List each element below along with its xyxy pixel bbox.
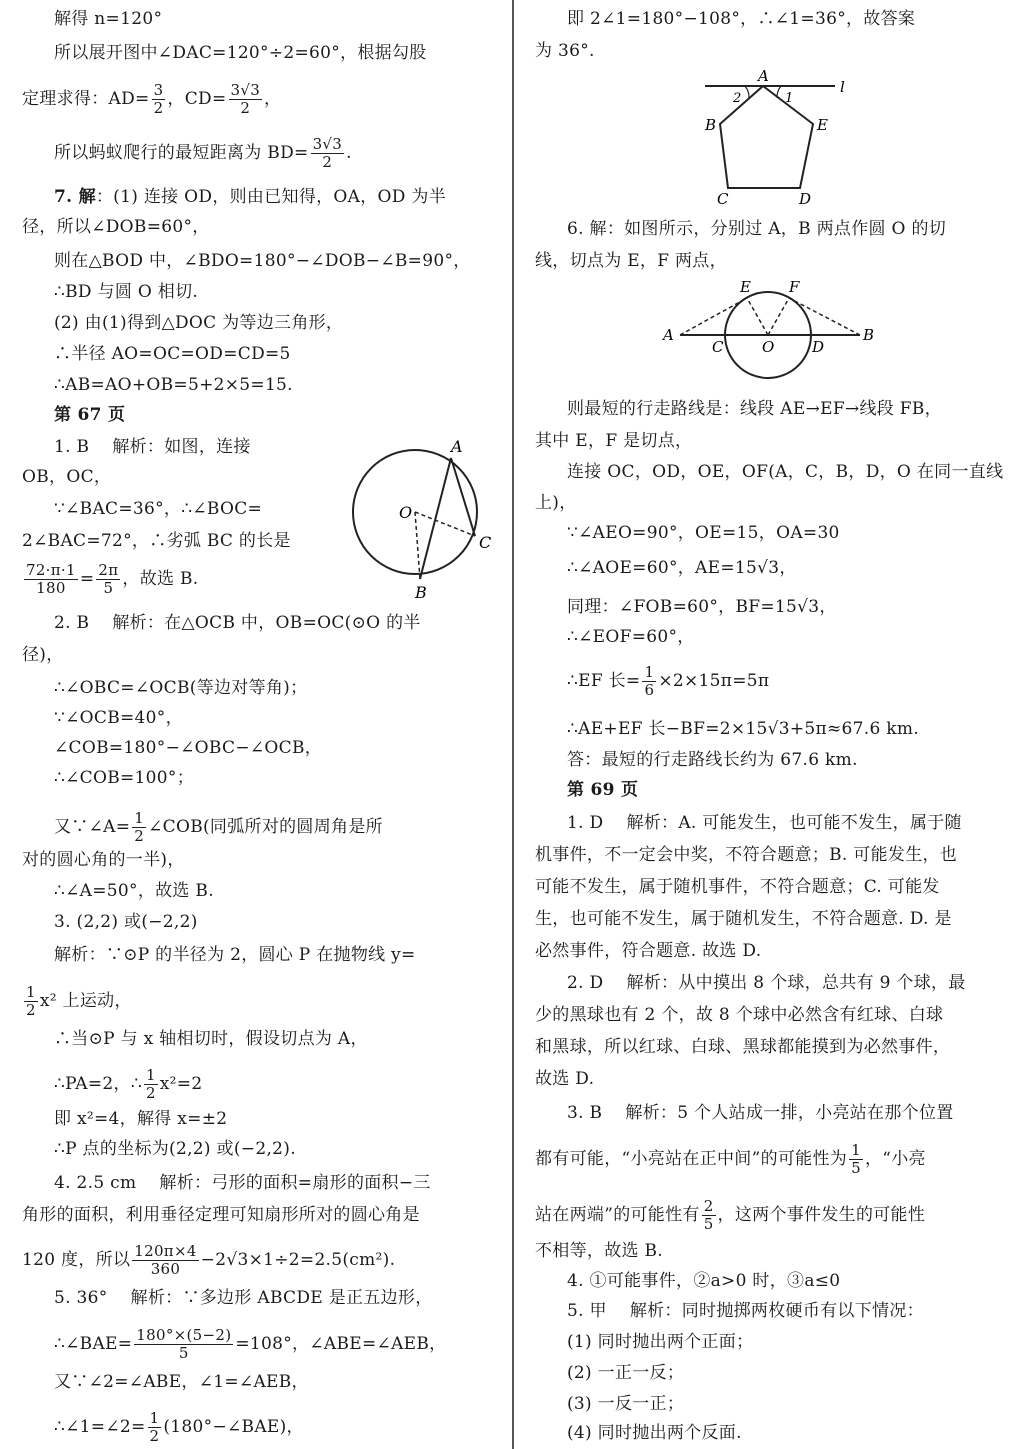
numerator: 2 (703, 1197, 714, 1215)
text: ∴∠1=∠2= (54, 1417, 146, 1437)
text-line: ∴AB=AO+OB=5+2×5=15. (54, 375, 293, 395)
text: x²=2 (159, 1074, 203, 1094)
fraction (24, 562, 78, 597)
text-line: 6. 解：如图所示，分别过 A，B 两点作圆 O 的切 (567, 219, 947, 239)
text-line: (2) 由(1)得到△DOC 为等边三角形， (54, 313, 344, 333)
problem-number: 7. 解 (54, 187, 96, 207)
text-line: 3. (2,2) 或(−2,2) (54, 912, 198, 932)
text-line: 5. 36° 解析：∵多边形 ABCDE 是正五边形， (54, 1288, 433, 1308)
label-a: A (663, 326, 674, 344)
denominator: 2 (240, 99, 251, 117)
fraction (229, 82, 263, 117)
label-c: C (479, 533, 492, 552)
numerator: 3√3 (230, 81, 261, 99)
text-line: (2) 一正一反； (567, 1363, 685, 1383)
text-line: 则最短的行走路线是：线段 AE→EF→线段 FB， (567, 399, 942, 419)
text: ，“小亮 (864, 1149, 926, 1169)
text-line: (1) 同时抛出两个正面； (567, 1332, 754, 1352)
formula-line (22, 984, 132, 1019)
label-d: D (799, 190, 812, 208)
label-f: F (789, 278, 800, 296)
fraction (132, 1243, 198, 1278)
chord-ac (451, 458, 475, 536)
text-line: ∴P 点的坐标为(2,2) 或(−2,2). (54, 1139, 296, 1159)
denominator: 2 (149, 1427, 160, 1445)
text: ：(1) 连接 OD，则由已知得，OA，OD 为半 (95, 187, 447, 207)
text-line: ∴半径 AO=OC=OD=CD=5 (54, 344, 291, 364)
angle-1-arc (777, 86, 781, 98)
denominator: 2 (322, 153, 333, 171)
text: 所以蚂蚁爬行的最短距离为 BD= (54, 143, 309, 163)
denominator: 5 (703, 1215, 714, 1233)
fraction (96, 562, 120, 597)
text: ×2×15π=5π (658, 671, 770, 691)
formula-line (54, 1067, 202, 1102)
formula-line (54, 1327, 446, 1362)
text-line: 1. D 解析：A. 可能发生，也可能不发生，属于随 (567, 813, 962, 833)
text-line: 径)， (22, 645, 64, 665)
text-line: (3) 一反一正； (567, 1394, 685, 1414)
text-line: 为 36°. (535, 41, 595, 61)
text-line: ∵∠BAC=36°，∴∠BOC= (54, 499, 263, 519)
text-line: ∴当⊙P 与 x 轴相切时，假设切点为 A， (54, 1029, 368, 1049)
fraction (148, 1410, 162, 1445)
text-line: 即 x²=4，解得 x=±2 (54, 1109, 228, 1129)
numerator: 72·π·1 (26, 561, 76, 579)
text-line (54, 186, 446, 208)
numerator: 180°×(5−2) (136, 1326, 232, 1344)
text-line: 3. B 解析：5 个人站成一排，小亮站在那个位置 (567, 1103, 954, 1123)
text: ∴∠BAE= (54, 1334, 133, 1354)
formula-line (22, 562, 199, 597)
text-line: 角形的面积，利用垂径定理可知扇形所对的圆心角是 (22, 1205, 420, 1225)
page-heading: 第 69 页 (567, 780, 639, 800)
formula-line (567, 664, 769, 699)
label-o: O (762, 338, 775, 356)
radius-ob (415, 512, 420, 579)
denominator: 2 (26, 1001, 36, 1019)
text: ∴PA=2，∴ (54, 1074, 142, 1094)
label-d: D (812, 338, 825, 356)
denominator: 2 (145, 1084, 156, 1102)
text-line: ∴∠COB=100°； (54, 768, 194, 788)
text-line: 线，切点为 E，F 两点， (535, 251, 727, 271)
text-line: 连接 OC，OD，OE，OF(A，C，B，D，O 在同一直线 (567, 462, 1004, 482)
text-line: 可能不发生，属于随机事件，不符合题意；C. 可能发 (535, 877, 940, 897)
text: ，这两个事件发生的可能性 (717, 1205, 926, 1225)
label-e: E (817, 116, 828, 134)
numerator: 1 (851, 1141, 861, 1159)
fraction (642, 664, 656, 699)
text-line: 2. D 解析：从中摸出 8 个球，总共有 9 个球，最 (567, 973, 966, 993)
label-e: E (740, 278, 751, 296)
numerator: 1 (149, 1409, 160, 1427)
text: ∠COB(同弧所对的圆周角是所 (148, 817, 383, 837)
text-line: ∴∠A=50°，故选 B. (54, 881, 214, 901)
text-line: 生，也可能不发生，属于随机发生，不符合题意. D. 是 (535, 909, 952, 929)
circle-figure (347, 432, 497, 612)
text-line: 2∠BAC=72°，∴劣弧 BC 的长是 (22, 531, 291, 551)
text: =108°，∠ABE=∠AEB， (235, 1334, 447, 1354)
text-line: ∵∠OCB=40°， (54, 708, 183, 728)
text: 都有可能，“小亮站在正中间”的可能性为 (535, 1149, 848, 1169)
numerator: 1 (26, 983, 36, 1001)
text: 站在两端”的可能性有 (535, 1205, 700, 1225)
text-line: ∵∠AEO=90°，OE=15，OA=30 (567, 523, 840, 543)
text: ，CD= (167, 89, 227, 109)
text-line: 4. ①可能事件，②a>0 时，③a≤0 (567, 1271, 841, 1291)
text-line: 同理：∠FOB=60°，BF=15√3， (567, 597, 837, 617)
numerator: 2π (98, 561, 119, 579)
text-line: ∴∠AOE=60°，AE=15√3， (567, 558, 797, 578)
fraction (144, 1067, 158, 1102)
formula-line (22, 82, 281, 117)
pentagon-figure (695, 66, 855, 208)
text-line: 必然事件，符合题意. 故选 D. (535, 941, 762, 961)
text: 定理求得：AD= (22, 89, 150, 109)
text-line: 故选 D. (535, 1069, 595, 1089)
numerator: 1 (644, 663, 655, 681)
text-line: 解得 n=120° (54, 9, 163, 29)
text-line: OB，OC， (22, 467, 112, 487)
formula-line (535, 1142, 926, 1177)
fraction (24, 984, 38, 1019)
label-angle-1: 1 (785, 91, 794, 106)
text-line: 则在△BOD 中，∠BDO=180°−∠DOB−∠B=90°， (54, 251, 471, 271)
tangent-bf (789, 298, 860, 335)
text-line: 答：最短的行走路线长约为 67.6 km. (567, 750, 858, 770)
text-line: 4. 2.5 cm 解析：弓形的面积=扇形的面积−三 (54, 1173, 431, 1193)
numerator: 3 (153, 81, 164, 99)
fraction (132, 810, 146, 845)
denominator: 5 (851, 1159, 861, 1177)
text-line: 径，所以∠DOB=60°， (22, 217, 210, 237)
text-line: 即 2∠1=180°−108°，∴∠1=36°，故答案 (567, 9, 916, 29)
fraction (311, 136, 345, 171)
text: ， (264, 89, 282, 109)
denominator: 5 (178, 1344, 189, 1362)
text-line: 对的圆心角的一半)， (22, 850, 185, 870)
radius-of (768, 298, 789, 335)
chord-ab (420, 458, 451, 579)
text-line: 少的黑球也有 2 个，故 8 个球中必然含有红球、白球 (535, 1005, 944, 1025)
label-angle-2: 2 (733, 91, 742, 106)
text: (180°−∠BAE)， (163, 1417, 304, 1437)
text: . (346, 143, 352, 163)
text-line: 又∵∠2=∠ABE，∠1=∠AEB， (54, 1372, 309, 1392)
label-a: A (758, 67, 769, 85)
numerator: 3√3 (312, 135, 343, 153)
text: −2√3×1÷2=2.5(cm²). (200, 1250, 396, 1270)
denominator: 2 (134, 827, 145, 845)
text: ∴EF 长= (567, 671, 641, 691)
radius-oc (415, 512, 475, 536)
fraction (152, 82, 166, 117)
text-line: 机事件，不一定会中奖，不符合题意；B. 可能发生，也 (535, 845, 958, 865)
text-line: 所以展开图中∠DAC=120°÷2=60°，根据勾股 (54, 43, 427, 63)
text: = (79, 569, 95, 589)
text-line: 5. 甲 解析：同时抛掷两枚硬币有以下情况： (567, 1301, 924, 1321)
label-a: A (451, 437, 463, 456)
denominator: 6 (644, 681, 655, 699)
tangent-ae (680, 298, 747, 335)
text-line: ∴∠OBC=∠OCB(等边对等角)； (54, 678, 308, 698)
fraction (849, 1142, 863, 1177)
text-line: 解析：∵⊙P 的半径为 2，圆心 P 在抛物线 y= (54, 945, 416, 965)
text: 又∵∠A= (54, 817, 131, 837)
label-l: l (840, 78, 845, 96)
text-line: ∴AE+EF 长−BF=2×15√3+5π≈67.6 km. (567, 719, 920, 739)
formula-line (22, 1243, 395, 1278)
denominator: 2 (153, 99, 164, 117)
label-b: B (415, 583, 427, 602)
radius-oe (747, 298, 768, 335)
label-c: C (717, 190, 729, 208)
text-line: 其中 E，F 是切点， (535, 431, 693, 451)
text-line: (4) 同时抛出两个反面. (567, 1423, 742, 1443)
text-line: 上)， (535, 493, 577, 513)
page-heading: 第 67 页 (54, 405, 126, 425)
denominator: 5 (103, 579, 114, 597)
text-line: 不相等，故选 B. (535, 1241, 663, 1261)
denominator: 360 (150, 1260, 181, 1278)
text-line: 1. B 解析：如图，连接 (54, 437, 251, 457)
text: 120 度，所以 (22, 1250, 131, 1270)
numerator: 1 (145, 1066, 156, 1084)
numerator: 1 (134, 809, 145, 827)
formula-line (54, 136, 352, 171)
fraction (702, 1198, 716, 1233)
denominator: 180 (36, 579, 66, 597)
text-line: ∴BD 与圆 O 相切. (54, 282, 199, 302)
formula-line (54, 1410, 304, 1445)
text: ，故选 B. (122, 569, 199, 589)
formula-line (535, 1198, 925, 1233)
text-line: ∠COB=180°−∠OBC−∠OCB， (54, 738, 323, 758)
text: x² 上运动， (39, 991, 132, 1011)
text-line: 和黑球，所以红球、白球、黑球都能摸到为必然事件， (535, 1037, 951, 1057)
label-o: O (399, 503, 413, 522)
tangent-figure (660, 278, 880, 386)
label-b: B (863, 326, 875, 344)
numerator: 120π×4 (134, 1242, 197, 1260)
text-line: 2. B 解析：在△OCB 中，OB=OC(⊙O 的半 (54, 613, 421, 633)
label-b: B (705, 116, 717, 134)
angle-2-arc (745, 86, 749, 98)
formula-line (54, 810, 383, 845)
label-c: C (712, 338, 724, 356)
column-divider (512, 0, 514, 1449)
text-line: ∴∠EOF=60°， (567, 627, 695, 647)
fraction (134, 1327, 233, 1362)
